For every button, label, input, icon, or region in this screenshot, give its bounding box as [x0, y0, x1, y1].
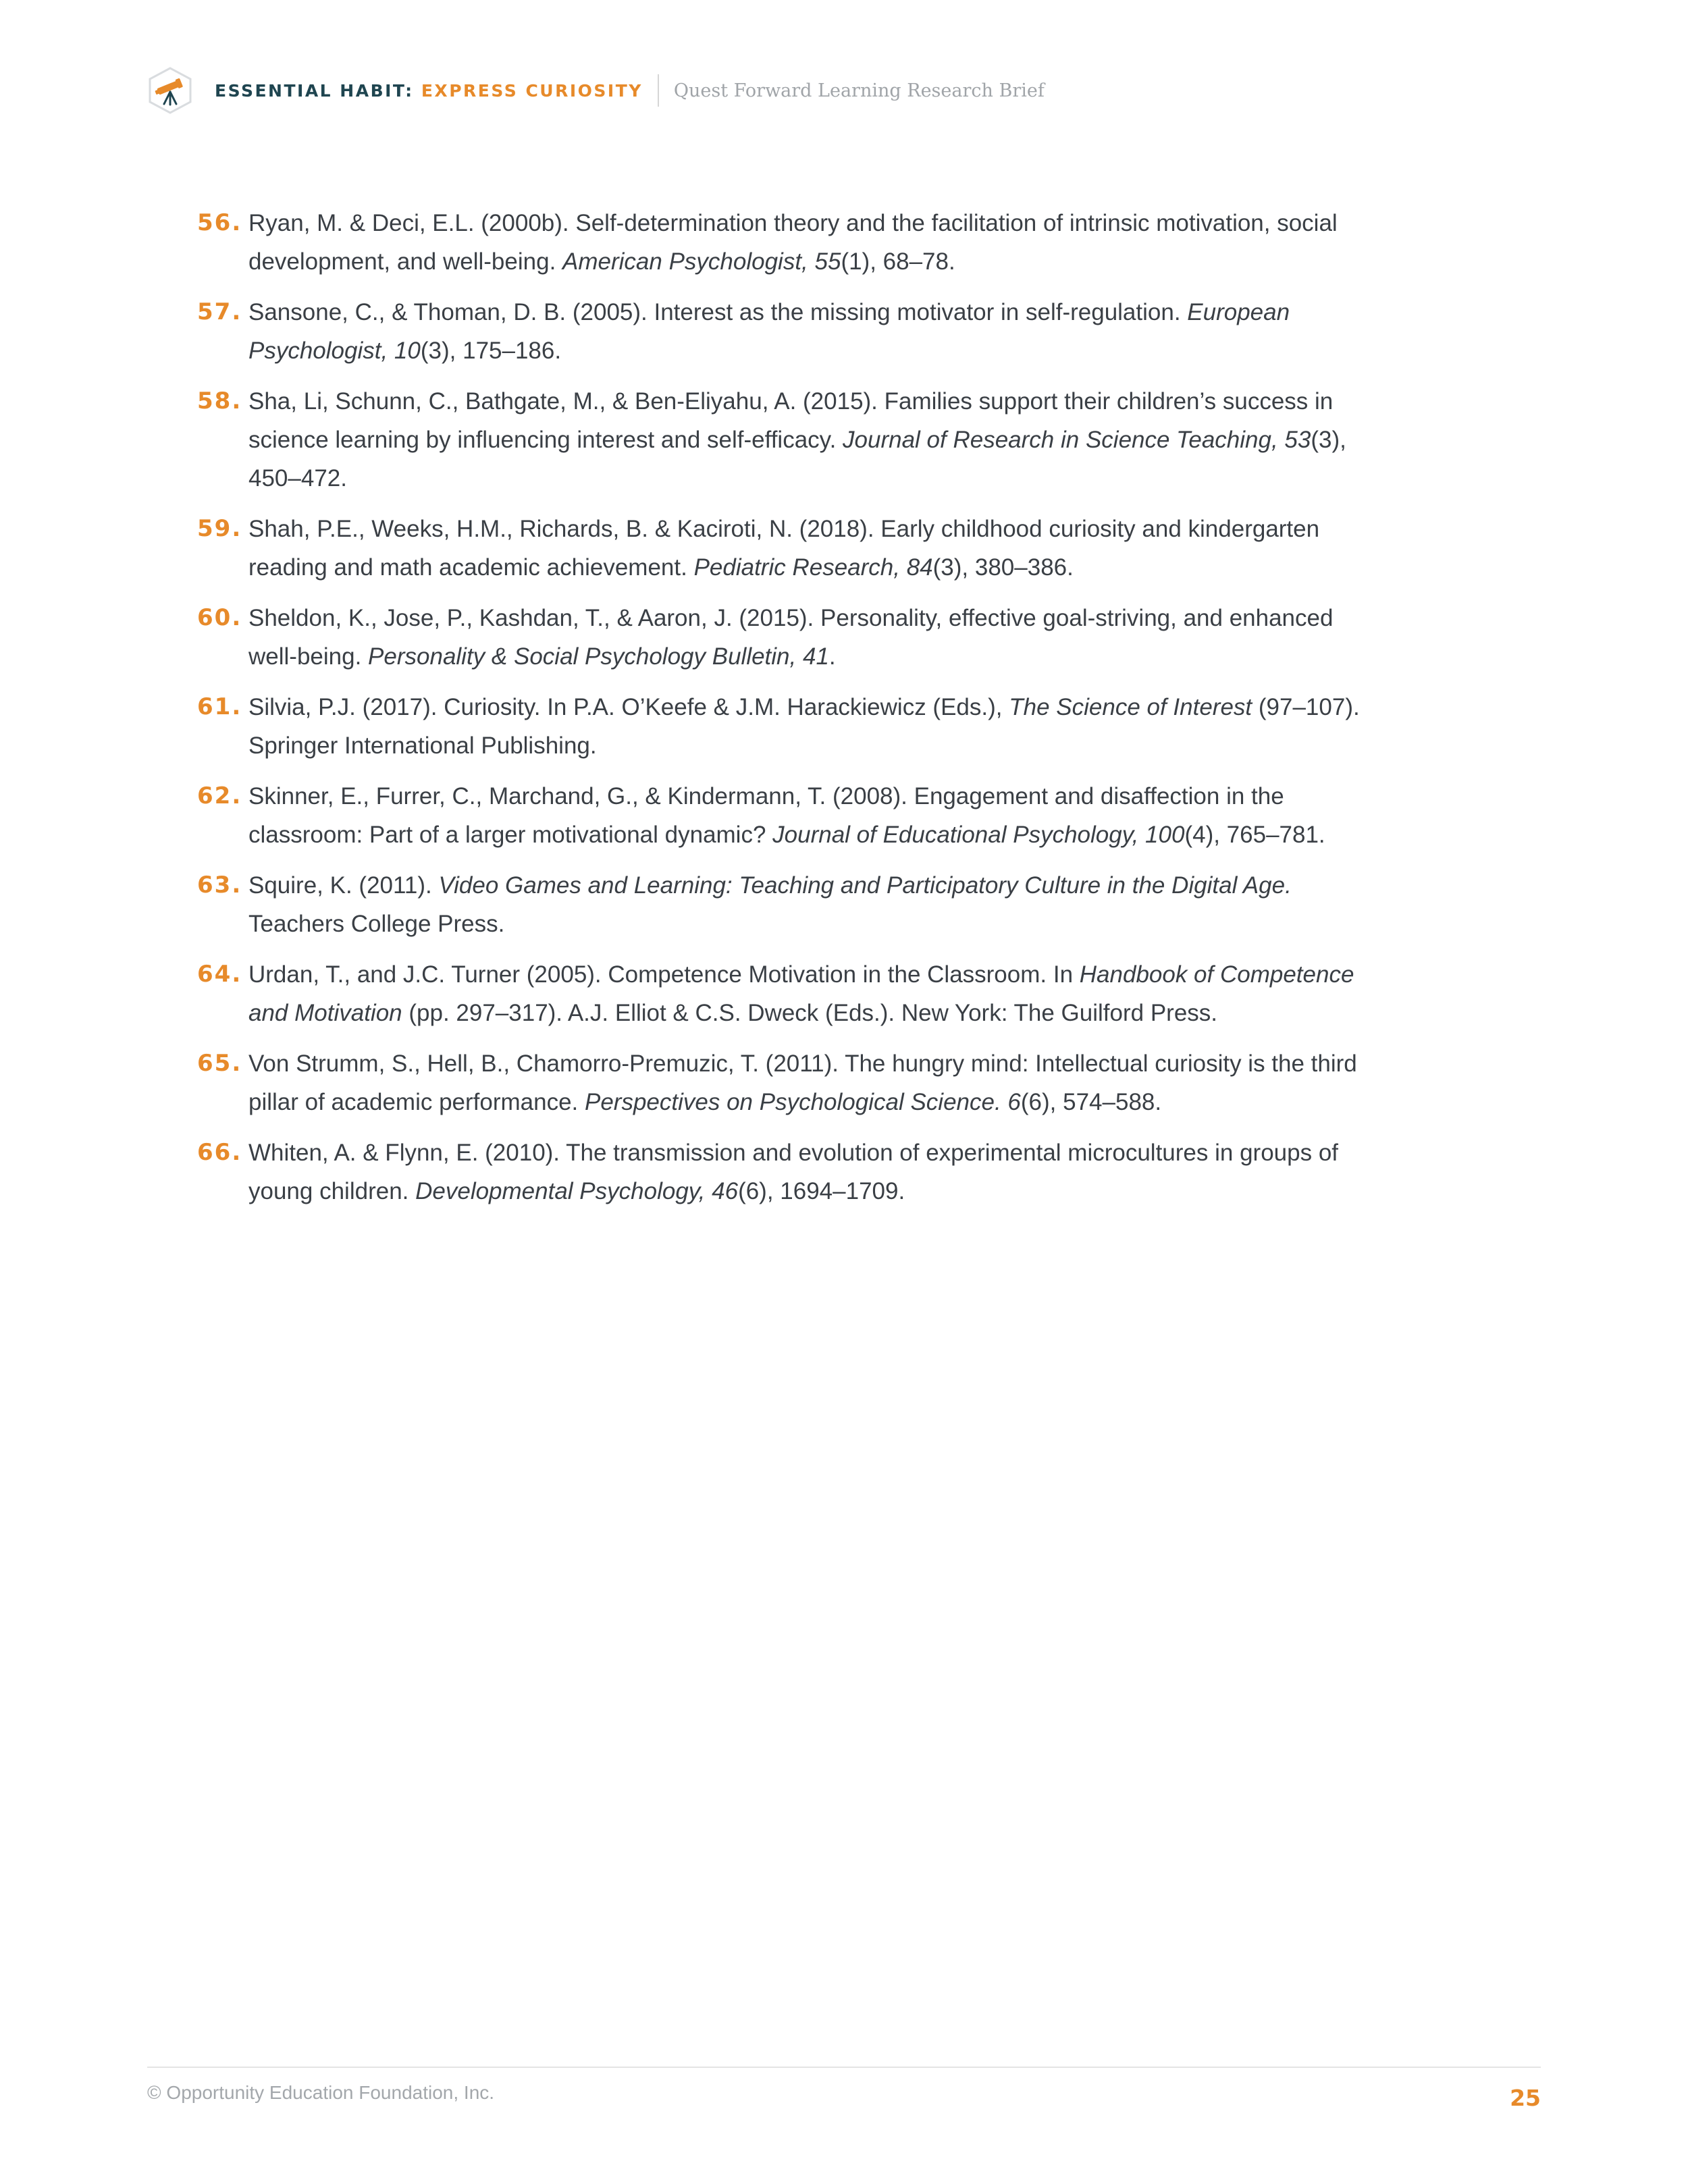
- reference-text: [248, 299, 1290, 364]
- reference-number: 58.: [197, 388, 242, 415]
- reference-item: [197, 1134, 1386, 1210]
- header-divider: [658, 74, 659, 107]
- reference-text: [248, 961, 1354, 1026]
- reference-source-italic: Developmental Psychology, 46: [415, 1178, 739, 1204]
- reference-source-italic: Video Games and Learning: Teaching and Participatory Culture in the Digital Age.: [438, 872, 1292, 899]
- reference-text-segment: (3), 380–386.: [932, 554, 1074, 581]
- reference-number: 62.: [197, 782, 242, 809]
- reference-text: [248, 1050, 1357, 1115]
- reference-list: [197, 204, 1386, 1223]
- page-number: 25: [1510, 2085, 1541, 2111]
- reference-item: [197, 204, 1386, 281]
- reference-text-segment: Skinner, E., Furrer, C., Marchand, G., & Kindermann, T. (2008). Engagement and disaffection in the classroom: Part of a larger motivational dynamic?: [248, 783, 1284, 848]
- reference-text-segment: Urdan, T., and J.C. Turner (2005). Competence Motivation in the Classroom. In: [248, 961, 1080, 988]
- essential-habit-title: [215, 81, 643, 101]
- reference-item: [197, 688, 1386, 765]
- reference-number: 56.: [197, 209, 242, 236]
- reference-text-segment: (3), 175–186.: [420, 338, 562, 364]
- reference-item: [197, 293, 1386, 370]
- reference-text-segment: (4), 765–781.: [1184, 822, 1325, 848]
- reference-number: 63.: [197, 872, 242, 899]
- brief-title: Quest Forward Learning Research Brief: [673, 80, 1045, 101]
- reference-text-segment: .: [828, 643, 836, 670]
- reference-source-italic: American Psychologist, 55: [562, 248, 841, 275]
- reference-number: 61.: [197, 693, 242, 720]
- reference-text-segment: (1), 68–78.: [841, 248, 955, 275]
- reference-source-italic: Perspectives on Psychological Science. 6: [585, 1089, 1021, 1115]
- reference-source-italic: The Science of Interest: [1009, 694, 1252, 720]
- reference-text-segment: Von Strumm, S., Hell, B., Chamorro-Premuzic, T. (2011). The hungry mind: Intellectual curiosity is the third pillar of academic performance.: [248, 1050, 1357, 1115]
- reference-source-italic: Journal of Research in Science Teaching, 53: [843, 427, 1311, 453]
- reference-source-italic: Journal of Educational Psychology, 100: [772, 822, 1185, 848]
- reference-number: 57.: [197, 298, 242, 325]
- reference-text-segment: (97–107). Springer International Publishing.: [248, 694, 1360, 759]
- telescope-hexagon-icon: [147, 66, 193, 115]
- reference-number: 66.: [197, 1139, 242, 1166]
- reference-text-segment: Silvia, P.J. (2017). Curiosity. In P.A. O’Keefe & J.M. Harackiewicz (Eds.),: [248, 694, 1009, 720]
- reference-source-italic: Handbook of Competence and Motivation: [248, 961, 1354, 1026]
- reference-item: [197, 955, 1386, 1032]
- reference-item: [197, 510, 1386, 587]
- reference-text: [248, 783, 1325, 848]
- reference-source-italic: Personality & Social Psychology Bulletin, 41: [368, 643, 829, 670]
- reference-text-segment: Sha, Li, Schunn, C., Bathgate, M., & Ben-Eliyahu, A. (2015). Families support their children’s success in science learning by influencing interest and self-efficacy.: [248, 388, 1334, 453]
- reference-text: [248, 605, 1333, 670]
- reference-text-segment: Sansone, C., & Thoman, D. B. (2005). Interest as the missing motivator in self-regulation.: [248, 299, 1188, 325]
- reference-text-segment: Teachers College Press.: [248, 911, 505, 937]
- reference-source-italic: Pediatric Research, 84: [693, 554, 933, 581]
- reference-item: [197, 866, 1386, 943]
- reference-item: [197, 777, 1386, 854]
- reference-text: [248, 872, 1292, 937]
- copyright-notice: © Opportunity Education Foundation, Inc.: [147, 2082, 495, 2103]
- reference-number: 64.: [197, 961, 242, 988]
- habit-name: EXPRESS CURIOSITY: [421, 80, 643, 101]
- reference-text-segment: Squire, K. (2011).: [248, 872, 439, 899]
- reference-text: [248, 388, 1346, 491]
- habit-prefix: ESSENTIAL HABIT:: [215, 80, 414, 101]
- reference-text-segment: (3), 450–472.: [248, 427, 1346, 491]
- reference-number: 60.: [197, 604, 242, 631]
- reference-text-segment: Ryan, M. & Deci, E.L. (2000b). Self-determination theory and the facilitation of intrinsic motivation, social development, and well-being.: [248, 210, 1338, 275]
- reference-text-segment: Whiten, A. & Flynn, E. (2010). The transmission and evolution of experimental microcultures in groups of young children.: [248, 1140, 1339, 1204]
- reference-item: [197, 1044, 1386, 1121]
- reference-text: [248, 516, 1319, 581]
- reference-number: 59.: [197, 515, 242, 542]
- reference-text: [248, 210, 1338, 275]
- reference-item: [197, 382, 1386, 498]
- reference-item: [197, 599, 1386, 676]
- reference-text: [248, 1140, 1338, 1204]
- reference-text-segment: Sheldon, K., Jose, P., Kashdan, T., & Aaron, J. (2015). Personality, effective goal-striving, and enhanced well-being.: [248, 605, 1334, 670]
- footer-divider: [147, 2067, 1541, 2068]
- reference-text: [248, 694, 1360, 759]
- reference-source-italic: European Psychologist, 10: [248, 299, 1290, 364]
- reference-number: 65.: [197, 1050, 242, 1077]
- page-header: [147, 66, 1045, 115]
- reference-text-segment: (pp. 297–317). A.J. Elliot & C.S. Dweck (Eds.). New York: The Guilford Press.: [402, 1000, 1218, 1026]
- reference-text-segment: (6), 574–588.: [1020, 1089, 1162, 1115]
- reference-text-segment: (6), 1694–1709.: [738, 1178, 905, 1204]
- reference-text-segment: Shah, P.E., Weeks, H.M., Richards, B. & Kaciroti, N. (2018). Early childhood curiosity and kindergarten reading and math academic achievement.: [248, 516, 1320, 581]
